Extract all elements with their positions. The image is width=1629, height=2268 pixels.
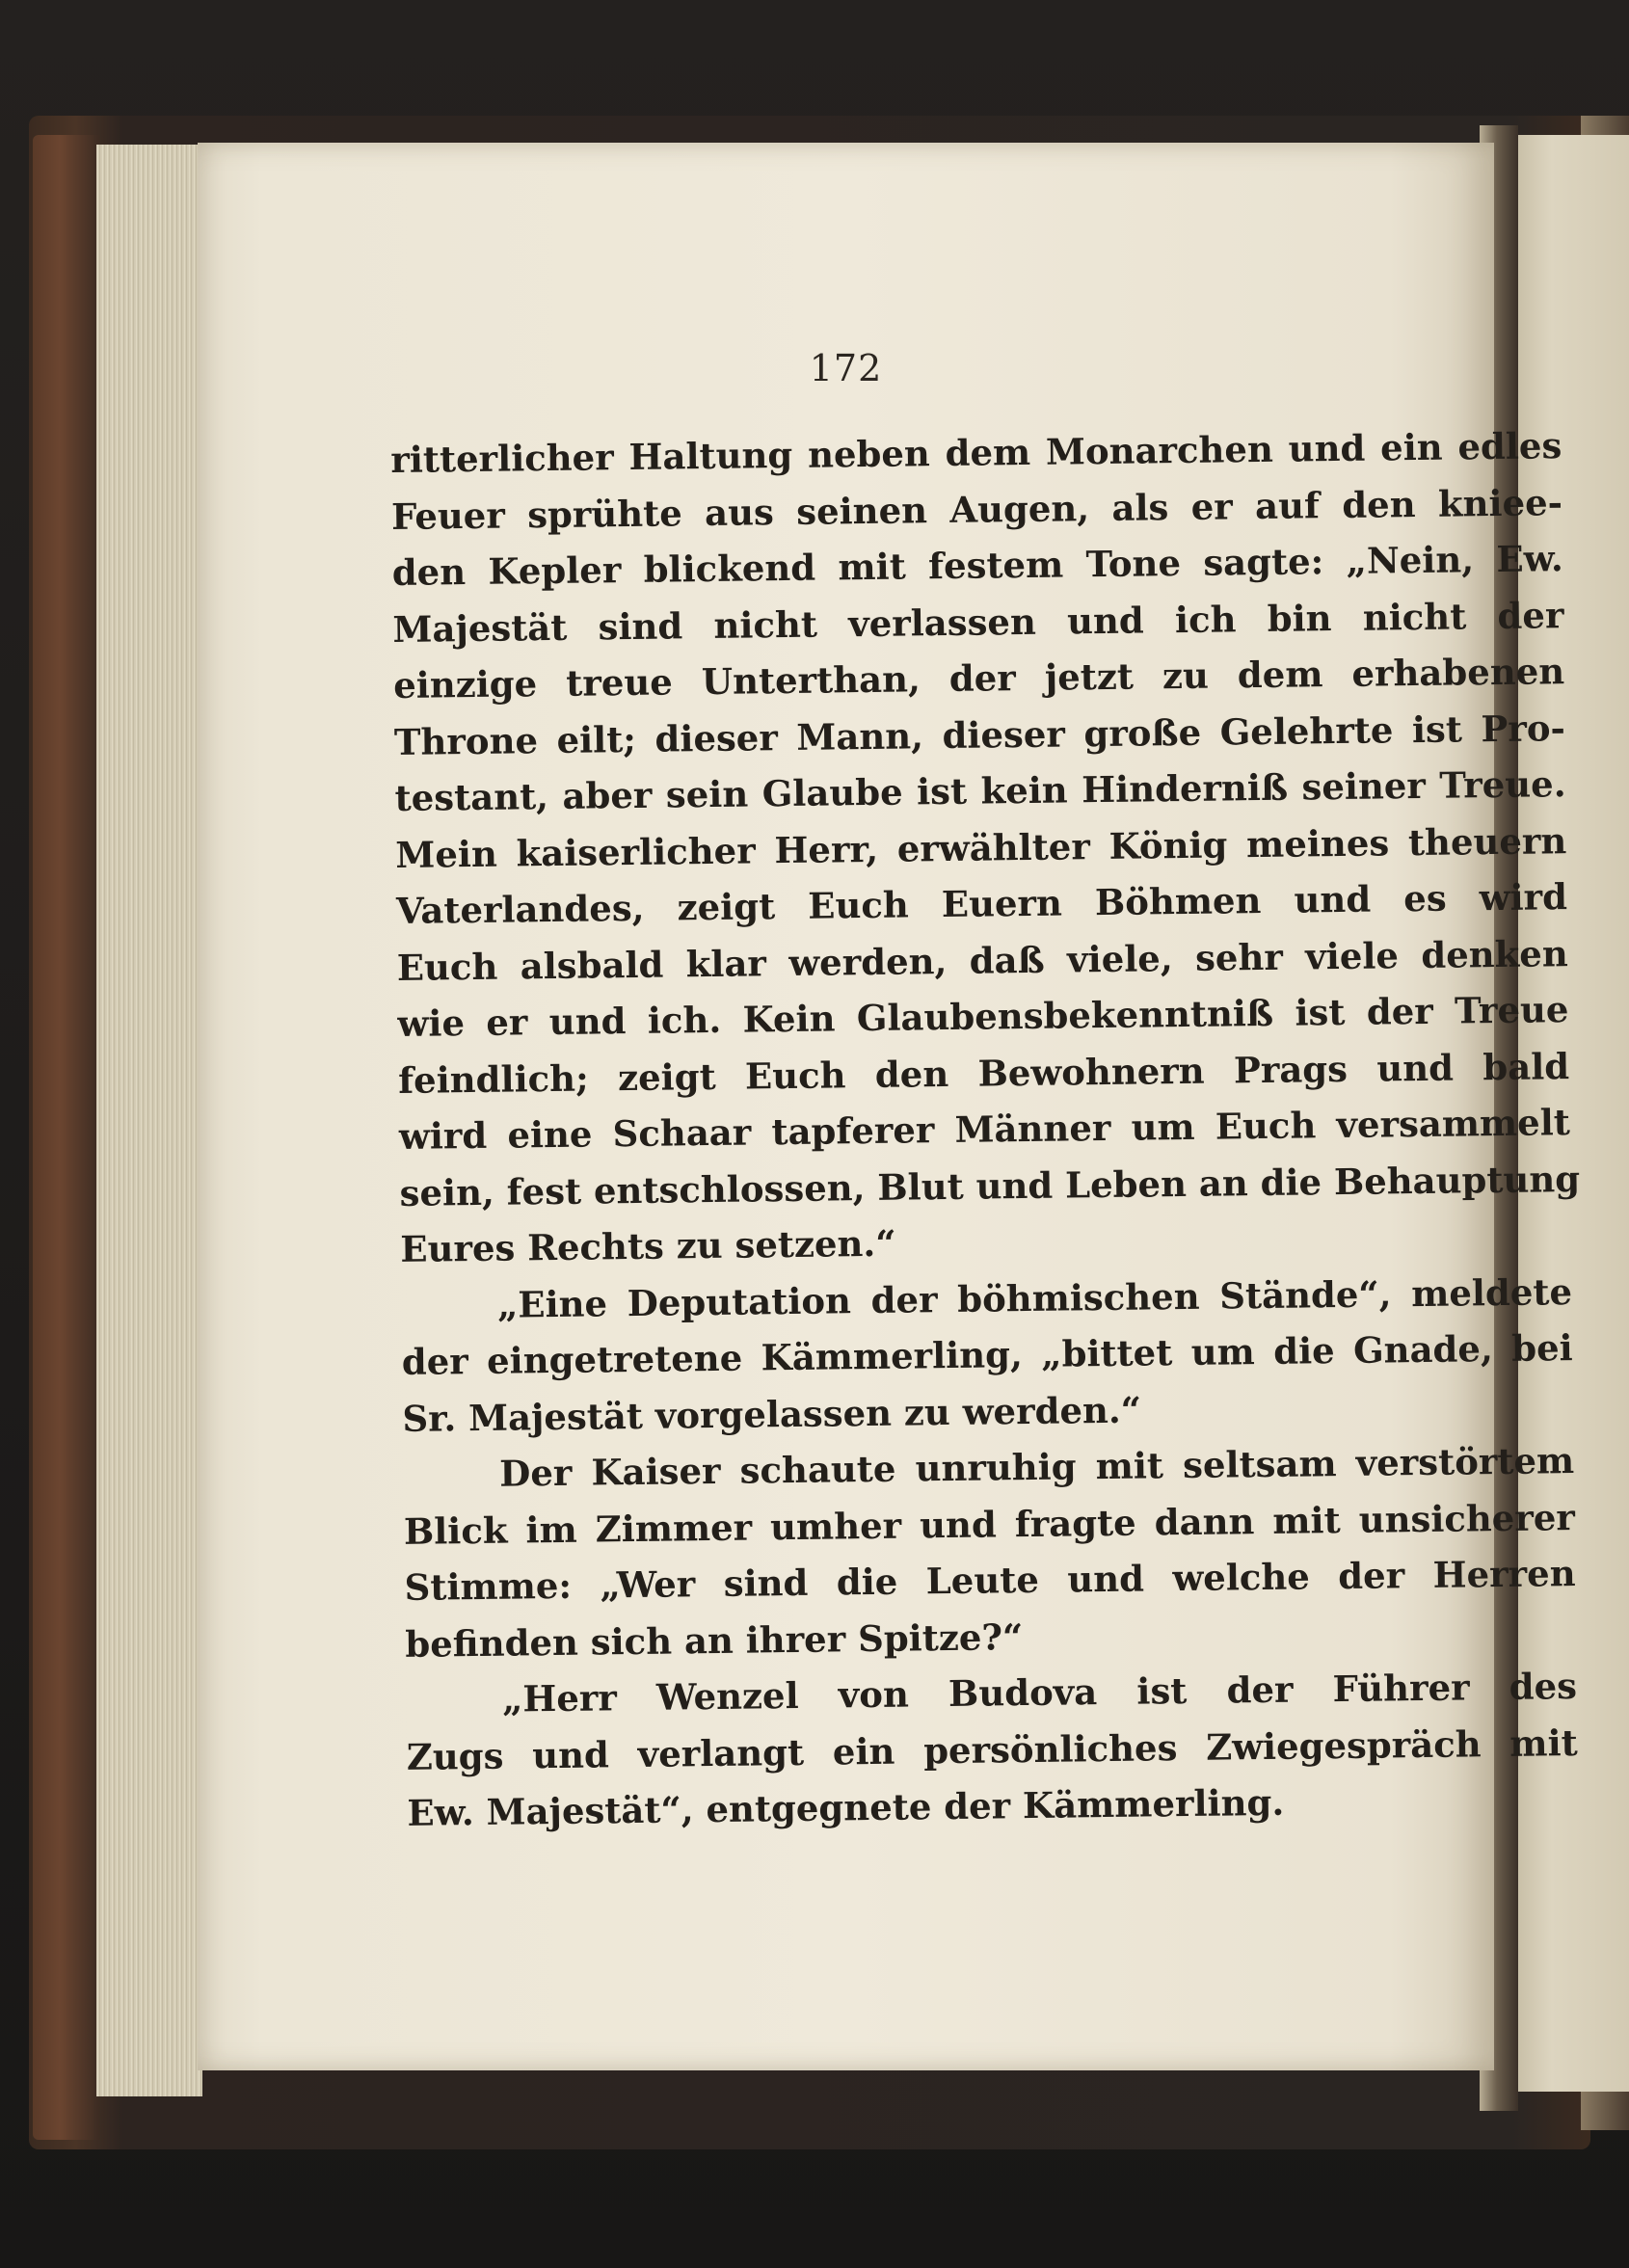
text-line: Blick im Zimmer umher und fragte dann mit unsicherer bbox=[403, 1495, 1576, 1553]
page-edges bbox=[96, 145, 202, 2096]
body-text bbox=[390, 417, 1579, 1841]
text-line: einzige treue Unterthan, der jetzt zu dem erhabenen bbox=[392, 650, 1565, 707]
text-line: Zugs und verlangt ein persönliches Zwiegespräch mit bbox=[406, 1721, 1578, 1778]
text-line: „Herr Wenzel von Budova ist der Führer des bbox=[501, 1665, 1578, 1721]
text-line: ritterlicher Haltung neben dem Monarchen und ein edles bbox=[390, 424, 1562, 481]
text-line: Ew. Majestät“, entgegnete der Kämmerling. bbox=[407, 1780, 1285, 1834]
text-line: Vaterlandes, zeigt Euch Euern Böhmen und es wird bbox=[395, 875, 1568, 932]
text-line: wird eine Schaar tapferer Männer um Euch versammelt bbox=[398, 1101, 1571, 1158]
text-line: Stimme: „Wer sind die Leute und welche der Herren bbox=[404, 1552, 1576, 1609]
page-number: 172 bbox=[809, 347, 883, 389]
text-line: Majestät sind nicht verlassen und ich bin nicht der bbox=[392, 593, 1564, 651]
text-line: Der Kaiser schaute unruhig mit seltsam verstörtem bbox=[498, 1439, 1575, 1495]
cover-edge bbox=[33, 135, 100, 2140]
text-line: den Kepler blickend mit festem Tone sagte: „Nein, Ew. bbox=[391, 537, 1563, 594]
text-line: „Eine Deputation der böhmischen Stände“, meldete bbox=[496, 1269, 1573, 1326]
text-line: feindlich; zeigt Euch den Bewohnern Prags und bald bbox=[397, 1044, 1570, 1102]
text-line: Euch alsbald klar werden, daß viele, sehr viele denken bbox=[396, 931, 1568, 989]
text-line: der eingetretene Kämmerling, „bittet um die Gnade, bei bbox=[401, 1326, 1573, 1383]
text-line: Mein kaiserlicher Herr, erwählter König meines theuern bbox=[395, 818, 1567, 876]
text-line: Sr. Majestät vorgelassen zu werden.“ bbox=[402, 1388, 1142, 1440]
text-line: befinden sich an ihrer Spitze?“ bbox=[405, 1614, 1024, 1666]
text-line: sein, fest entschlossen, Blut und Leben an die Behauptung bbox=[399, 1157, 1581, 1214]
text-line: Feuer sprühte aus seinen Augen, als er auf den kniee- bbox=[390, 480, 1563, 538]
text-line: Throne eilt; dieser Mann, dieser große Gelehrte ist Pro- bbox=[393, 706, 1566, 763]
text-line: Eures Rechts zu setzen.“ bbox=[400, 1221, 896, 1270]
book-page bbox=[198, 143, 1581, 2070]
text-line: wie er und ich. Kein Glaubensbekenntniß ist der Treue bbox=[397, 988, 1569, 1045]
text-line: testant, aber sein Glaube ist kein Hinderniß seiner Treue. bbox=[394, 762, 1566, 819]
